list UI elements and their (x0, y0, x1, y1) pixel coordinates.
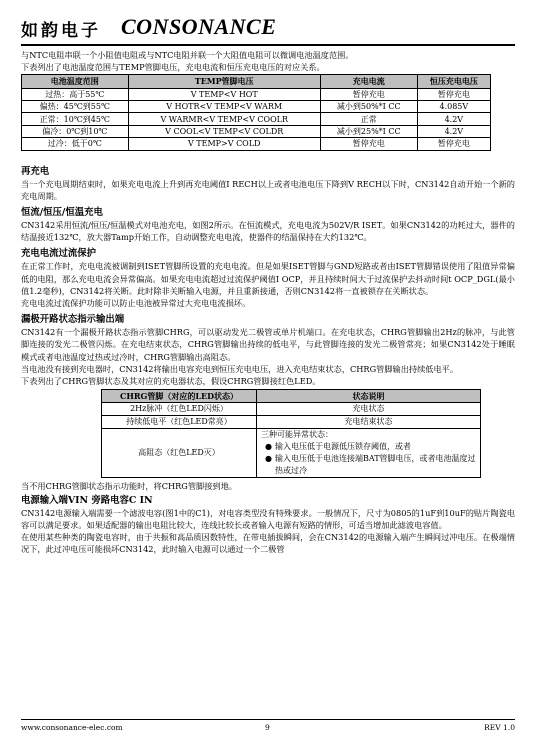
footer-page-number: 9 (265, 723, 270, 732)
table-header-cell: 电池温度范围 (22, 75, 129, 88)
table-cell: V TEMP>V COLD (128, 138, 320, 150)
page-content (21, 49, 515, 555)
table-cell: V WARMR<V TEMP<V COOLR (128, 113, 320, 125)
input-cap-paragraph-2: 在使用某些种类的陶瓷电容时，由于共振和高品质因数特性，在带电插拔瞬间，会在CN3142的电源输入端产生瞬间过冲电压。在极端情况下，此过冲电压可能损坏CN3142，此时输入电源可以通过一个二极管 (21, 532, 515, 555)
table-header-row (22, 75, 491, 88)
table-cell: 过冷：低于0℃ (22, 138, 129, 150)
table-header-cell: 状态说明 (257, 390, 481, 403)
table-row (22, 101, 491, 113)
intro-line-2: 下表列出了电池温度范围与TEMP管脚电压，充电电流和恒压充电电压的对应关系。 (21, 62, 325, 73)
table-cell: 暂停充电 (320, 88, 417, 100)
table-row (22, 125, 491, 137)
section-heading-input-cap: 电源输入端VIN 旁路电容C IN (21, 494, 153, 506)
chrg-status-table (101, 389, 481, 478)
table-header-cell: TEMP管脚电压 (128, 75, 320, 88)
brand-english-name: CONSONANCE (121, 14, 277, 39)
bullet-icon: ● (265, 454, 272, 464)
recharge-paragraph: 当一个充电周期结束时，如果充电电流上升到再充电阈值I RECH以上或者电池电压下降到V RECH以下时，CN3142自动开始一个新的充电周期。 (21, 178, 515, 201)
table-cell: 暂停充电 (417, 88, 490, 100)
table-cell: 充电结束状态 (257, 416, 481, 429)
page-footer (21, 719, 515, 733)
table-cell: 减小到25%*I CC (320, 125, 417, 137)
table-cell: 2Hz脉冲（红色LED闪烁） (102, 403, 257, 416)
table-cell: 正常：10℃到45℃ (22, 113, 129, 125)
list-item (261, 441, 480, 453)
table-cell: 持续低电平（红色LED常亮） (102, 416, 257, 429)
section-heading-chrg-pin: 漏极开路状态指示输出端 (21, 314, 125, 326)
table-header-cell: 充电电流 (320, 75, 417, 88)
table-cell: V HOTR<V TEMP<V WARM (128, 101, 320, 113)
table-header-cell: CHRG管脚（对应的LED状态） (102, 390, 257, 403)
table-row (102, 416, 481, 429)
table-row (22, 113, 491, 125)
footer-revision: REV 1.0 (484, 723, 515, 732)
table-cell: 暂停充电 (320, 138, 417, 150)
table-cell: 4.2V (417, 113, 490, 125)
input-cap-paragraph-1: CN3142电源输入端需要一个滤波电容(图1中的C1)，对电容类型没有特殊要求。一般情况下，尺寸为0805的1uF到10uF的贴片陶瓷电容可以满足要求。如果适配器的输出电阻比较大，连线比较长或者输入电源有短路的情形，可适当增加此滤波电容值。 (21, 507, 515, 530)
abnormal-states-intro: 三种可能异常状态： (261, 430, 333, 440)
table-cell: 偏热：45℃到55℃ (22, 101, 129, 113)
list-item-text: 输入电压低于电池连接端BAT管脚电压，或者电池温度过热或过冷 (275, 454, 476, 476)
table-cell (257, 429, 481, 478)
table-cell: 4.2V (417, 125, 490, 137)
table-row (22, 88, 491, 100)
intro-line-1: 与NTC电阻串联一个小阻值电阻或与NTC电阻并联一个大阻值电阻可以微调电池温度范围。 (21, 50, 354, 60)
table-cell: 偏冷：0℃到10℃ (22, 125, 129, 137)
temperature-table (21, 74, 491, 150)
table-row (102, 403, 481, 416)
chrg-paragraph-1: CN3142有一个漏极开路状态指示管脚CHRG，可以驱动发光二极管或单片机端口。在充电状态，CHRG管脚输出2Hz的脉冲，与此管脚连接的发光二极管闪烁。在充电结束状态，CHRG管脚输出持续的低电平，与此管脚连接的发光二极管常亮；如果CN3142处于睡眠模式或者电池温度过热或过冷时，CHRG管脚输出高阻态。 (21, 327, 515, 362)
table-cell: 充电状态 (257, 403, 481, 416)
table-row (22, 138, 491, 150)
table-cell: 过热：高于55℃ (22, 88, 129, 100)
table-cell: 减小到50%*I CC (320, 101, 417, 113)
footer-website: www.consonance-elec.com (21, 723, 123, 732)
page-header (21, 14, 515, 46)
table-row (102, 429, 481, 478)
table-cell: V TEMP<V HOT (128, 88, 320, 100)
table-cell: 正常 (320, 113, 417, 125)
chrg-paragraph-3: 下表列出了CHRG管脚状态及其对应的充电器状态，假设CHRG管脚接红色LED。 (21, 376, 321, 386)
table-cell: V COOL<V TEMP<V COLDR (128, 125, 320, 137)
table-cell: 暂停充电 (417, 138, 490, 150)
section-heading-recharge: 再充电 (21, 165, 50, 177)
table-cell: 4.085V (417, 101, 490, 113)
table-header-cell: 恒压充电电压 (417, 75, 490, 88)
section-heading-constant-mode: 恒流/恒压/恒温充电 (21, 206, 103, 218)
table-header-row (102, 390, 481, 403)
list-item (261, 453, 480, 477)
bullet-icon: ● (265, 442, 272, 452)
chrg-paragraph-2: 当电池没有接到充电器时，CN3142将输出电容充电到恒压充电电压，进入充电结束状态，CHRG管脚输出持续低电平。 (21, 363, 459, 374)
brand-chinese-name: 如韵电子 (21, 21, 101, 41)
table-cell: 高阻态（红色LED灭） (102, 429, 257, 478)
list-item-text: 输入电压低于电源低压锁存阈值，或者 (275, 442, 411, 452)
overcurrent-paragraph-1: 在正常工作时，充电电流被调制到ISET管脚所设置的充电电流。但是如果ISET管脚与GND短路或者由ISET管脚错误使用了阻值异常偏低的电阻，那么充电电流会异常偏高。如果充电电流超过过流保护阈值I OCP，并且持续时间大于过流保护去抖动时间t OCP_DGL(最小值1.2毫秒)，CN3142将关断。此时除非关断输入电源，并且重新接通，否则CN3142将一直被锁存在关断状态。 (21, 261, 515, 296)
section-heading-overcurrent: 充电电流过流保护 (21, 248, 97, 260)
after-table-paragraph: 当不用CHRG管脚状态指示功能时，将CHRG管脚接到地。 (21, 481, 237, 492)
overcurrent-paragraph-2: 充电电流过流保护功能可以防止电池被异常过大充电电流损坏。 (21, 297, 251, 308)
constant-mode-paragraph: CN3142采用恒流/恒压/恒温模式对电池充电，如图2所示。在恒流模式，充电电流为502V/R ISET。如果CN3142的功耗过大，器件的结温接近132℃，放大器Tamp开始工作，自动调整充电电流，使器件的结温保持在大约132℃。 (21, 219, 515, 243)
